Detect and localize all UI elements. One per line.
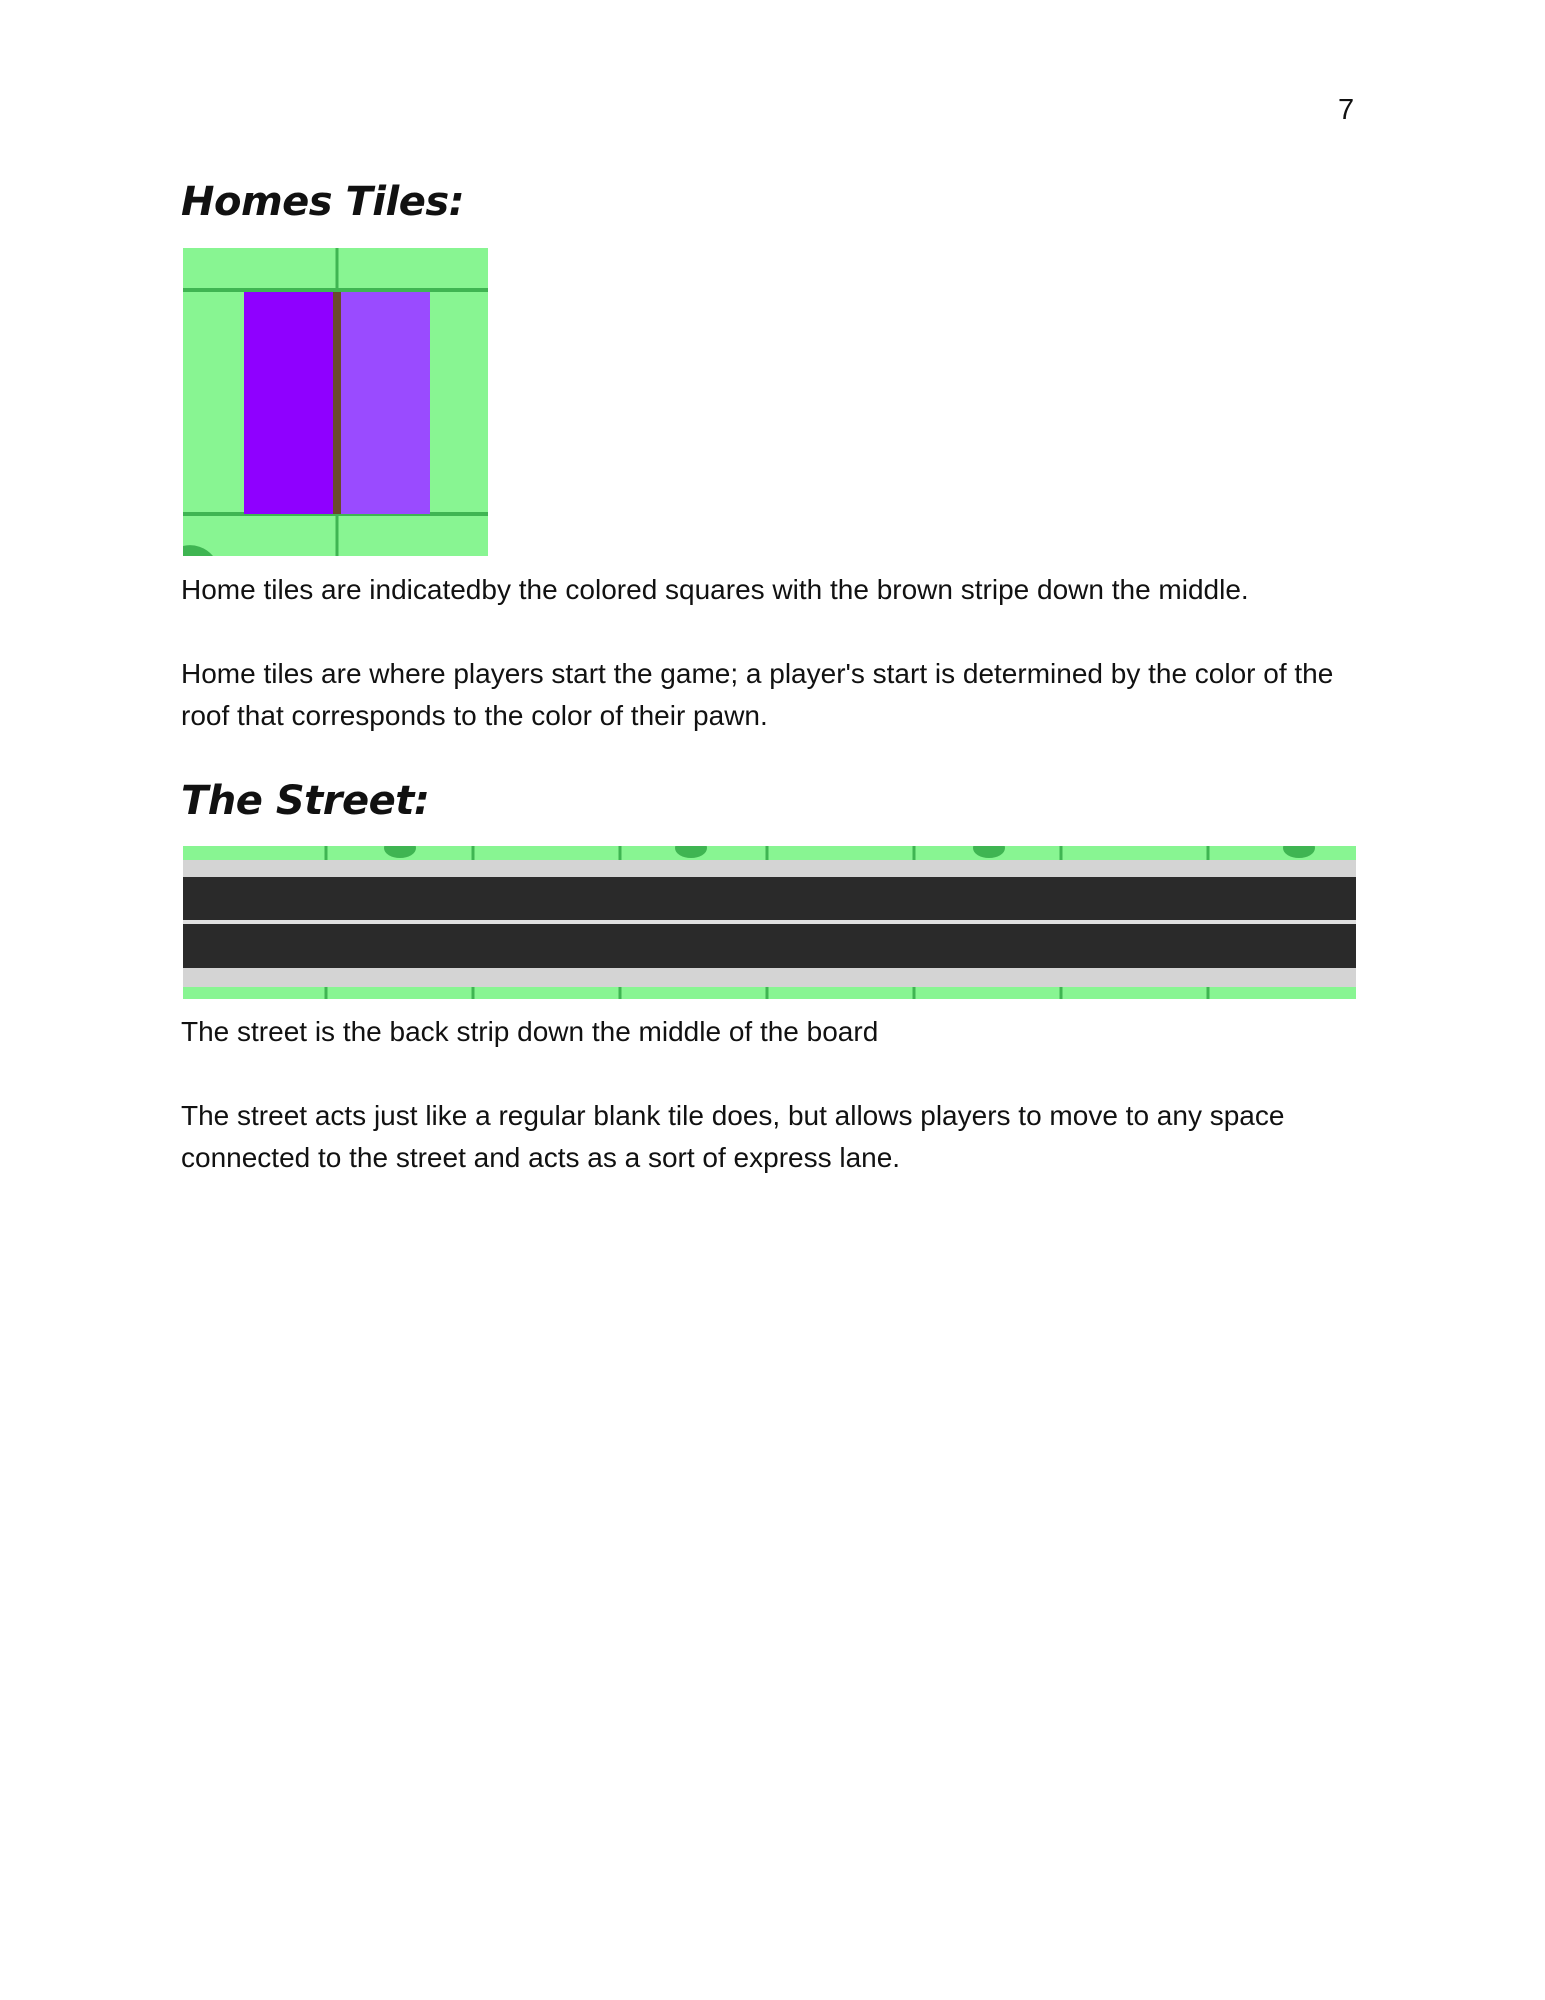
page-number: 7 (1338, 94, 1355, 126)
street-sidewalk-bottom (183, 968, 1356, 987)
homes-paragraph-2: Home tiles are where players start the game; a player's start is determined by the color of the roof that corresponds to the color of their pawn. (181, 658, 1334, 731)
home-roof-left (244, 292, 335, 514)
street-paragraph-2: The street acts just like a regular blank tile does, but allows players to move to any space connected to the street and acts as a sort of express lane. (181, 1100, 1285, 1173)
section-heading-the-street: The Street: (181, 778, 430, 824)
section-heading-homes-tiles: Homes Tiles: (181, 179, 465, 225)
home-brown-stripe (333, 292, 341, 514)
street-strip-illustration (183, 846, 1356, 999)
homes-paragraph-1: Home tiles are indicatedby the colored squares with the brown stripe down the middle. (181, 574, 1249, 605)
street-sidewalk-top (183, 860, 1356, 877)
street-lane-line (183, 920, 1356, 924)
home-roof-right (339, 292, 430, 514)
street-paragraph-1: The street is the back strip down the middle of the board (181, 1016, 879, 1047)
home-tile-illustration (183, 248, 488, 556)
